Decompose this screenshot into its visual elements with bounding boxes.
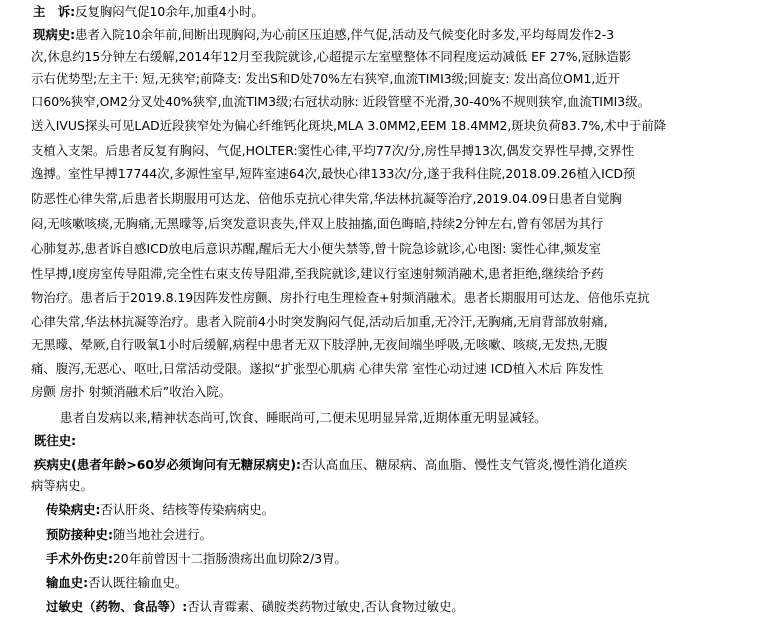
present-illness-line-3: 示右优势型;左主干: 短,无狭窄;前降支: 发出S和D处70%左右狭窄,血流TIMI3级;回旋支: 发出高位OM1,近开 — [31, 71, 621, 86]
present-illness-line-12: 物治疗。患者后于2019.8.19因阵发性房颤、房扑行电生理检查+射频消融术。患者长期服用可达龙、倍他乐克抗 — [31, 290, 650, 305]
transfusion-history-text: 否认既往输血史。 — [88, 575, 188, 590]
present-illness-label: 现病史: — [33, 27, 76, 42]
transfusion-history-line — [46, 573, 187, 593]
present-illness-line-6: 支植入支架。后患者反复有胸闷、气促,HOLTER:窦性心律,平均77次/分,房性早搏13次,偶发交界性早搏,交界性 — [31, 143, 635, 158]
present-illness-line-16: 房颤 房扑 射频消融术后”收治入院。 — [31, 384, 232, 399]
infectious-history-label: 传染病史: — [46, 502, 101, 517]
vaccination-history-text: 随当地社会进行。 — [112, 527, 213, 542]
present-illness-line-9: 闷,无咳嗽咳痰,无胸痛,无黑曚等,后突发意识丧失,伴双上肢抽搐,面色晦暗,持续2分钟左右,曾有邻居为其行 — [31, 216, 604, 231]
present-illness-text-1: 患者入院10余年前,间断出现胸闷,为心前区压迫感,伴气促,活动及气候变化时多发,平均每周发作2-3 — [75, 27, 615, 42]
disease-history-label: 疾病史(患者年龄>60岁必须询问有无糖尿病史): — [34, 457, 301, 472]
chief-complaint-text: 反复胸闷气促10余年,加重4小时。 — [75, 4, 264, 19]
allergy-history-line — [46, 597, 464, 617]
allergy-history-label: 过敏史（药物、食品等）: — [46, 599, 188, 614]
present-illness-line-4: 口60%狭窄,OM2分叉处40%狭窄,血流TIM3级;右冠状动脉: 近段管壁不光滑,30-40%不规则狭窄,血流TIMI3级。 — [31, 94, 650, 109]
present-illness-line-11: 性早搏,I度房室传导阻滞,完全性右束支传导阻滞,至我院就诊,建议行室速射频消融术,患者拒绝,继续给予药 — [31, 266, 604, 281]
allergy-history-text: 否认青霉素、磺胺类药物过敏史,否认食物过敏史。 — [187, 599, 464, 614]
present-illness-line-13: 心律失常,华法林抗凝等治疗。患者入院前4小时突发胸闷气促,活动后加重,无冷汗,无胸痛,无肩背部放射痛, — [31, 314, 608, 329]
disease-history-line-2: 病等病史。 — [31, 478, 93, 493]
present-illness-line-8: 防恶性心律失常,后患者长期服用可达龙、倍他乐克抗心律失常,华法林抗凝等治疗,2019.04.09日患者自觉胸 — [31, 191, 622, 206]
chief-complaint-label: 主 诉: — [33, 4, 76, 19]
present-illness-line-14: 无黑曚、晕厥,自行吸氧1小时后缓解,病程中患者无双下肢浮肿,无夜间端坐呼吸,无咳嗽、咳痰,无发热,无腹 — [31, 337, 608, 352]
vaccination-history-line — [46, 525, 212, 545]
infectious-history-text: 否认肝炎、结核等传染病病史。 — [100, 502, 274, 517]
present-illness-line-10: 心肺复苏,患者诉自感ICD放电后意识苏醒,醒后无大小便失禁等,曾十院急诊就诊,心电图: 窦性心律,频发室 — [31, 241, 602, 256]
present-illness-line-5: 送入IVUS探头可见LAD近段狭窄处为偏心纤维钙化斑块,MLA 3.0MM2,EEM 18.4MM2,斑块负荷83.7%,术中于前降 — [31, 118, 667, 133]
present-illness-line-1 — [33, 25, 614, 45]
vaccination-history-label: 预防接种史: — [46, 527, 113, 542]
present-illness-line-7: 逸搏。室性早搏17744次,多源性室早,短阵室速64次,最快心律133次/分,遂于我科住院,2018.09.26植入ICD预 — [31, 166, 636, 181]
disease-history-line-1 — [34, 455, 627, 475]
surgery-trauma-history-text: 20年前曾因十二指肠溃疡出血切除2/3胃。 — [112, 551, 347, 566]
present-illness-line-15: 痛、腹泻,无恶心、呕吐,日常活动受限。遂拟“扩张型心肌病 心律失常 室性心动过速 ICD植入术后 阵发性 — [31, 361, 604, 376]
past-history-heading: 既往史: — [34, 433, 77, 448]
present-illness-line-2: 次,休息约15分钟左右缓解,2014年12月至我院就诊,心超提示左室壁整体不同程度运动减低 EF 27%,冠脉造影 — [31, 49, 632, 64]
surgery-trauma-history-label: 手术外伤史: — [46, 551, 113, 566]
disease-history-text-1: 否认高血压、糖尿病、高血脂、慢性支气管炎,慢性消化道疾 — [300, 457, 628, 472]
transfusion-history-label: 输血史: — [46, 575, 89, 590]
surgery-trauma-history-line — [46, 549, 347, 569]
chief-complaint-line — [33, 2, 264, 22]
general-status-line: 患者自发病以来,精神状态尚可,饮食、睡眠尚可,二便未见明显异常,近期体重无明显减轻。 — [60, 410, 547, 425]
infectious-history-line — [46, 500, 274, 520]
